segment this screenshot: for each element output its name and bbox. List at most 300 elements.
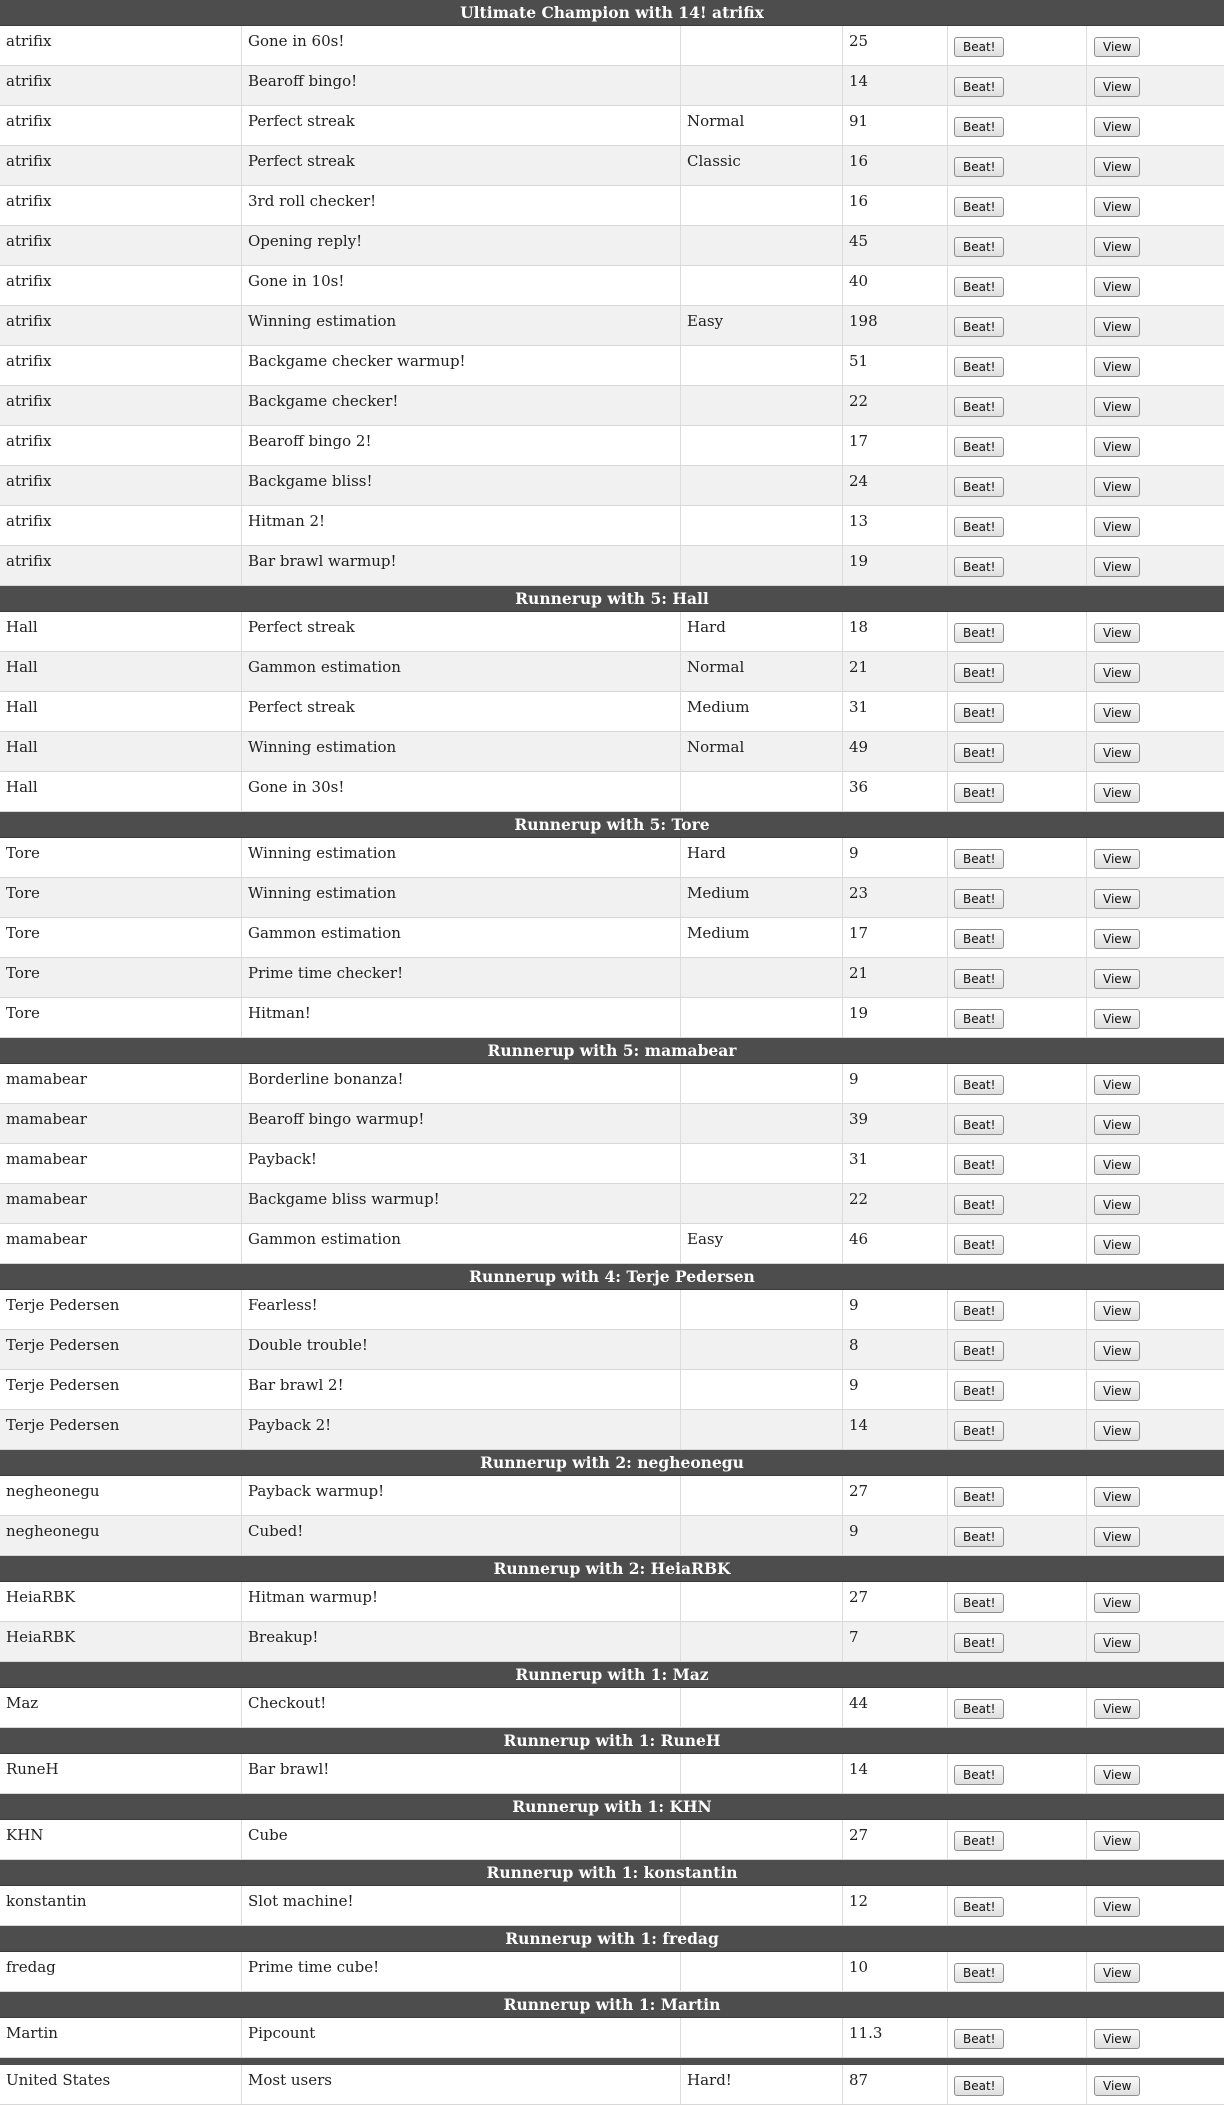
beat-button[interactable]: Beat!: [954, 969, 1004, 989]
view-button[interactable]: View: [1094, 1381, 1140, 1401]
beat-button[interactable]: Beat!: [954, 1235, 1004, 1255]
beat-button[interactable]: Beat!: [954, 37, 1004, 57]
difficulty: Medium: [681, 918, 843, 957]
difficulty: Medium: [681, 878, 843, 917]
table-row: [0, 226, 1224, 266]
table-row: [0, 1224, 1224, 1264]
beat-button[interactable]: Beat!: [954, 117, 1004, 137]
view-cell: [1087, 2018, 1224, 2057]
beat-cell: [948, 878, 1087, 917]
beat-button[interactable]: Beat!: [954, 663, 1004, 683]
difficulty: [681, 1516, 843, 1555]
table-row: [0, 386, 1224, 426]
view-button[interactable]: View: [1094, 2029, 1140, 2049]
beat-button[interactable]: Beat!: [954, 783, 1004, 803]
challenge-name: Bearoff bingo 2!: [242, 426, 681, 465]
score: 31: [843, 692, 948, 731]
challenge-name: Perfect streak: [242, 612, 681, 651]
view-button[interactable]: View: [1094, 1831, 1140, 1851]
view-cell: [1087, 732, 1224, 771]
view-button[interactable]: View: [1094, 77, 1140, 97]
player-name: Tore: [0, 998, 242, 1037]
challenge-name: Opening reply!: [242, 226, 681, 265]
player-name: atrifix: [0, 266, 242, 305]
beat-button[interactable]: Beat!: [954, 2029, 1004, 2049]
beat-button[interactable]: Beat!: [954, 437, 1004, 457]
beat-cell: [948, 1144, 1087, 1183]
view-button[interactable]: View: [1094, 237, 1140, 257]
difficulty: [681, 2018, 843, 2057]
score: 19: [843, 998, 948, 1037]
player-name: Terje Pedersen: [0, 1290, 242, 1329]
score: 10: [843, 1952, 948, 1991]
beat-button[interactable]: Beat!: [954, 197, 1004, 217]
table-row: [0, 466, 1224, 506]
score: 198: [843, 306, 948, 345]
view-button[interactable]: View: [1094, 477, 1140, 497]
challenge-name: Fearless!: [242, 1290, 681, 1329]
beat-cell: [948, 1622, 1087, 1661]
beat-button[interactable]: Beat!: [954, 1155, 1004, 1175]
player-name: mamabear: [0, 1064, 242, 1103]
score: 44: [843, 1688, 948, 1727]
view-cell: [1087, 1064, 1224, 1103]
challenge-name: Winning estimation: [242, 732, 681, 771]
view-button[interactable]: View: [1094, 703, 1140, 723]
table-row: [0, 1476, 1224, 1516]
challenge-name: Perfect streak: [242, 692, 681, 731]
table-row: [0, 66, 1224, 106]
beat-cell: [948, 146, 1087, 185]
beat-button[interactable]: Beat!: [954, 317, 1004, 337]
beat-cell: [948, 186, 1087, 225]
challenge-name: Prime time checker!: [242, 958, 681, 997]
score: 17: [843, 426, 948, 465]
player-name: mamabear: [0, 1144, 242, 1183]
challenge-name: Gammon estimation: [242, 918, 681, 957]
player-name: HeiaRBK: [0, 1622, 242, 1661]
view-cell: [1087, 266, 1224, 305]
beat-button[interactable]: Beat!: [954, 1115, 1004, 1135]
view-cell: [1087, 1886, 1224, 1925]
beat-button[interactable]: Beat!: [954, 517, 1004, 537]
beat-cell: [948, 1952, 1087, 1991]
table-row: [0, 998, 1224, 1038]
view-button[interactable]: View: [1094, 743, 1140, 763]
beat-button[interactable]: Beat!: [954, 1963, 1004, 1983]
section-separator: [0, 2058, 1224, 2065]
table-row: [0, 106, 1224, 146]
table-row: [0, 1410, 1224, 1450]
score: 14: [843, 1754, 948, 1793]
score: 9: [843, 1516, 948, 1555]
view-button[interactable]: View: [1094, 1341, 1140, 1361]
view-cell: [1087, 1224, 1224, 1263]
view-button[interactable]: View: [1094, 1421, 1140, 1441]
beat-cell: [948, 1370, 1087, 1409]
player-name: Terje Pedersen: [0, 1370, 242, 1409]
beat-button[interactable]: Beat!: [954, 743, 1004, 763]
beat-button[interactable]: Beat!: [954, 1381, 1004, 1401]
challenge-name: Perfect streak: [242, 106, 681, 145]
score: 39: [843, 1104, 948, 1143]
table-row: [0, 146, 1224, 186]
table-row: [0, 546, 1224, 586]
table-row: [0, 2018, 1224, 2058]
score: 14: [843, 1410, 948, 1449]
view-button[interactable]: View: [1094, 1115, 1140, 1135]
score: 21: [843, 958, 948, 997]
view-button[interactable]: View: [1094, 1593, 1140, 1613]
view-button[interactable]: View: [1094, 197, 1140, 217]
table-row: [0, 346, 1224, 386]
beat-button[interactable]: Beat!: [954, 623, 1004, 643]
table-row: [0, 838, 1224, 878]
table-row: [0, 652, 1224, 692]
beat-cell: [948, 506, 1087, 545]
challenge-name: Checkout!: [242, 1688, 681, 1727]
table-row: [0, 878, 1224, 918]
table-row: [0, 1104, 1224, 1144]
view-button[interactable]: View: [1094, 517, 1140, 537]
table-row: [0, 26, 1224, 66]
table-row: [0, 1184, 1224, 1224]
difficulty: [681, 1820, 843, 1859]
view-button[interactable]: View: [1094, 1195, 1140, 1215]
table-row: [0, 506, 1224, 546]
difficulty: Medium: [681, 692, 843, 731]
challenge-name: Bar brawl warmup!: [242, 546, 681, 585]
view-cell: [1087, 386, 1224, 425]
view-cell: [1087, 306, 1224, 345]
view-cell: [1087, 1820, 1224, 1859]
challenge-name: Double trouble!: [242, 1330, 681, 1369]
player-name: Terje Pedersen: [0, 1410, 242, 1449]
player-name: negheonegu: [0, 1476, 242, 1515]
view-cell: [1087, 652, 1224, 691]
view-button[interactable]: View: [1094, 929, 1140, 949]
challenge-name: Gammon estimation: [242, 1224, 681, 1263]
score: 49: [843, 732, 948, 771]
view-cell: [1087, 466, 1224, 505]
view-cell: [1087, 958, 1224, 997]
challenge-name: Winning estimation: [242, 306, 681, 345]
beat-cell: [948, 918, 1087, 957]
view-cell: [1087, 1410, 1224, 1449]
player-name: atrifix: [0, 506, 242, 545]
beat-cell: [948, 306, 1087, 345]
beat-cell: [948, 692, 1087, 731]
challenge-name: Hitman 2!: [242, 506, 681, 545]
difficulty: [681, 466, 843, 505]
table-row: [0, 1330, 1224, 1370]
beat-button[interactable]: Beat!: [954, 1487, 1004, 1507]
challenge-name: Prime time cube!: [242, 1952, 681, 1991]
score: 13: [843, 506, 948, 545]
beat-cell: [948, 466, 1087, 505]
challenge-name: Slot machine!: [242, 1886, 681, 1925]
challenge-name: Pipcount: [242, 2018, 681, 2057]
difficulty: [681, 26, 843, 65]
view-cell: [1087, 918, 1224, 957]
table-row: [0, 732, 1224, 772]
challenge-name: Backgame bliss warmup!: [242, 1184, 681, 1223]
view-button[interactable]: View: [1094, 437, 1140, 457]
beat-button[interactable]: Beat!: [954, 1421, 1004, 1441]
difficulty: [681, 1290, 843, 1329]
player-name: konstantin: [0, 1886, 242, 1925]
beat-cell: [948, 612, 1087, 651]
view-button[interactable]: View: [1094, 1155, 1140, 1175]
beat-cell: [948, 2018, 1087, 2057]
player-name: HeiaRBK: [0, 1582, 242, 1621]
beat-button[interactable]: Beat!: [954, 277, 1004, 297]
challenge-name: Most users: [242, 2065, 681, 2104]
beat-cell: [948, 1516, 1087, 1555]
group-header: Runnerup with 5: mamabear: [0, 1038, 1224, 1064]
country-row: [0, 2065, 1224, 2105]
beat-button[interactable]: Beat!: [954, 77, 1004, 97]
difficulty: Normal: [681, 652, 843, 691]
view-cell: [1087, 1754, 1224, 1793]
challenge-name: Winning estimation: [242, 878, 681, 917]
score: 25: [843, 26, 948, 65]
beat-button[interactable]: Beat!: [954, 1633, 1004, 1653]
beat-button[interactable]: Beat!: [954, 849, 1004, 869]
view-button[interactable]: View: [1094, 1963, 1140, 1983]
beat-cell: [948, 1224, 1087, 1263]
difficulty: [681, 266, 843, 305]
view-cell: [1087, 878, 1224, 917]
player-name: atrifix: [0, 546, 242, 585]
difficulty: [681, 958, 843, 997]
beat-button[interactable]: Beat!: [954, 1075, 1004, 1095]
score: 9: [843, 838, 948, 877]
difficulty: [681, 1476, 843, 1515]
player-name: RuneH: [0, 1754, 242, 1793]
beat-button[interactable]: Beat!: [954, 1009, 1004, 1029]
difficulty: [681, 1184, 843, 1223]
table-row: [0, 1820, 1224, 1860]
score: 36: [843, 772, 948, 811]
view-cell: [1087, 1622, 1224, 1661]
beat-button[interactable]: Beat!: [954, 703, 1004, 723]
difficulty: Easy: [681, 1224, 843, 1263]
beat-cell: [948, 838, 1087, 877]
challenge-name: Gone in 10s!: [242, 266, 681, 305]
player-name: Hall: [0, 652, 242, 691]
view-cell: [1087, 1688, 1224, 1727]
beat-button[interactable]: Beat!: [954, 1341, 1004, 1361]
view-button[interactable]: View: [1094, 783, 1140, 803]
view-cell: [1087, 1952, 1224, 1991]
table-row: [0, 1064, 1224, 1104]
beat-cell: [948, 1104, 1087, 1143]
challenge-name: Gone in 30s!: [242, 772, 681, 811]
view-cell: [1087, 66, 1224, 105]
player-name: atrifix: [0, 66, 242, 105]
beat-button[interactable]: Beat!: [954, 397, 1004, 417]
beat-cell: [948, 958, 1087, 997]
view-button[interactable]: View: [1094, 397, 1140, 417]
beat-cell: [948, 1476, 1087, 1515]
table-row: [0, 426, 1224, 466]
view-cell: [1087, 546, 1224, 585]
player-name: atrifix: [0, 226, 242, 265]
score: 87: [843, 2065, 948, 2104]
beat-button[interactable]: Beat!: [954, 1527, 1004, 1547]
view-button[interactable]: View: [1094, 1897, 1140, 1917]
view-button[interactable]: View: [1094, 623, 1140, 643]
beat-button[interactable]: Beat!: [954, 237, 1004, 257]
view-button[interactable]: View: [1094, 1075, 1140, 1095]
view-button[interactable]: View: [1094, 849, 1140, 869]
group-header: Runnerup with 5: Hall: [0, 586, 1224, 612]
view-button[interactable]: View: [1094, 889, 1140, 909]
player-name: Martin: [0, 2018, 242, 2057]
view-cell: [1087, 1330, 1224, 1369]
view-button[interactable]: View: [1094, 357, 1140, 377]
beat-button[interactable]: Beat!: [954, 357, 1004, 377]
view-cell: [1087, 838, 1224, 877]
beat-button[interactable]: Beat!: [954, 889, 1004, 909]
view-cell: [1087, 1144, 1224, 1183]
beat-cell: [948, 546, 1087, 585]
group-header: Runnerup with 5: Tore: [0, 812, 1224, 838]
view-button[interactable]: View: [1094, 969, 1140, 989]
player-name: Hall: [0, 692, 242, 731]
group-header: Runnerup with 1: Martin: [0, 1992, 1224, 2018]
view-button[interactable]: View: [1094, 277, 1140, 297]
view-cell: [1087, 226, 1224, 265]
beat-button[interactable]: Beat!: [954, 1301, 1004, 1321]
view-cell: [1087, 1370, 1224, 1409]
beat-button[interactable]: Beat!: [954, 929, 1004, 949]
view-button[interactable]: View: [1094, 1527, 1140, 1547]
player-name: atrifix: [0, 106, 242, 145]
difficulty: Normal: [681, 106, 843, 145]
difficulty: Classic: [681, 146, 843, 185]
beat-cell: [948, 1688, 1087, 1727]
beat-button[interactable]: Beat!: [954, 1593, 1004, 1613]
difficulty: [681, 1754, 843, 1793]
difficulty: Hard: [681, 612, 843, 651]
table-row: [0, 612, 1224, 652]
score: 7: [843, 1622, 948, 1661]
challenge-name: 3rd roll checker!: [242, 186, 681, 225]
view-button[interactable]: View: [1094, 1699, 1140, 1719]
player-name: Tore: [0, 878, 242, 917]
view-button[interactable]: View: [1094, 557, 1140, 577]
beat-cell: [948, 386, 1087, 425]
table-row: [0, 1622, 1224, 1662]
table-row: [0, 186, 1224, 226]
difficulty: Easy: [681, 306, 843, 345]
beat-button[interactable]: Beat!: [954, 1699, 1004, 1719]
view-cell: [1087, 506, 1224, 545]
view-button[interactable]: View: [1094, 157, 1140, 177]
player-name: Hall: [0, 772, 242, 811]
player-name: fredag: [0, 1952, 242, 1991]
beat-cell: [948, 1330, 1087, 1369]
beat-button[interactable]: Beat!: [954, 157, 1004, 177]
challenge-name: Payback 2!: [242, 1410, 681, 1449]
beat-cell: [948, 106, 1087, 145]
challenge-name: Winning estimation: [242, 838, 681, 877]
view-cell: [1087, 612, 1224, 651]
table-row: [0, 692, 1224, 732]
beat-button[interactable]: Beat!: [954, 1765, 1004, 1785]
view-cell: [1087, 1184, 1224, 1223]
beat-button[interactable]: Beat!: [954, 1831, 1004, 1851]
beat-cell: [948, 26, 1087, 65]
view-cell: [1087, 426, 1224, 465]
beat-button[interactable]: Beat!: [954, 2076, 1004, 2096]
view-button[interactable]: View: [1094, 37, 1140, 57]
table-row: [0, 772, 1224, 812]
beat-button[interactable]: Beat!: [954, 557, 1004, 577]
score: 9: [843, 1370, 948, 1409]
difficulty: [681, 426, 843, 465]
view-button[interactable]: View: [1094, 1487, 1140, 1507]
difficulty: [681, 1688, 843, 1727]
view-cell: [1087, 1582, 1224, 1621]
challenge-name: Payback warmup!: [242, 1476, 681, 1515]
view-button[interactable]: View: [1094, 2076, 1140, 2096]
score: 27: [843, 1582, 948, 1621]
view-cell: [1087, 2065, 1224, 2104]
view-button[interactable]: View: [1094, 1235, 1140, 1255]
beat-cell: [948, 266, 1087, 305]
player-name: Tore: [0, 958, 242, 997]
beat-cell: [948, 1754, 1087, 1793]
beat-cell: [948, 998, 1087, 1037]
view-cell: [1087, 346, 1224, 385]
difficulty: [681, 1886, 843, 1925]
group-header: Runnerup with 1: KHN: [0, 1794, 1224, 1820]
view-button[interactable]: View: [1094, 1765, 1140, 1785]
challenge-name: Bearoff bingo warmup!: [242, 1104, 681, 1143]
score: 27: [843, 1476, 948, 1515]
view-cell: [1087, 106, 1224, 145]
beat-cell: [948, 226, 1087, 265]
view-cell: [1087, 26, 1224, 65]
table-row: [0, 918, 1224, 958]
difficulty: [681, 998, 843, 1037]
player-name: United States: [0, 2065, 242, 2104]
table-row: [0, 958, 1224, 998]
view-button[interactable]: View: [1094, 1633, 1140, 1653]
player-name: Hall: [0, 732, 242, 771]
score: 12: [843, 1886, 948, 1925]
challenge-name: Gone in 60s!: [242, 26, 681, 65]
view-button[interactable]: View: [1094, 117, 1140, 137]
challenge-name: Bearoff bingo!: [242, 66, 681, 105]
beat-button[interactable]: Beat!: [954, 477, 1004, 497]
view-button[interactable]: View: [1094, 1301, 1140, 1321]
view-cell: [1087, 998, 1224, 1037]
difficulty: [681, 386, 843, 425]
score: 9: [843, 1064, 948, 1103]
beat-button[interactable]: Beat!: [954, 1195, 1004, 1215]
view-button[interactable]: View: [1094, 663, 1140, 683]
view-cell: [1087, 1290, 1224, 1329]
view-button[interactable]: View: [1094, 1009, 1140, 1029]
beat-cell: [948, 1410, 1087, 1449]
beat-button[interactable]: Beat!: [954, 1897, 1004, 1917]
player-name: atrifix: [0, 346, 242, 385]
view-button[interactable]: View: [1094, 317, 1140, 337]
